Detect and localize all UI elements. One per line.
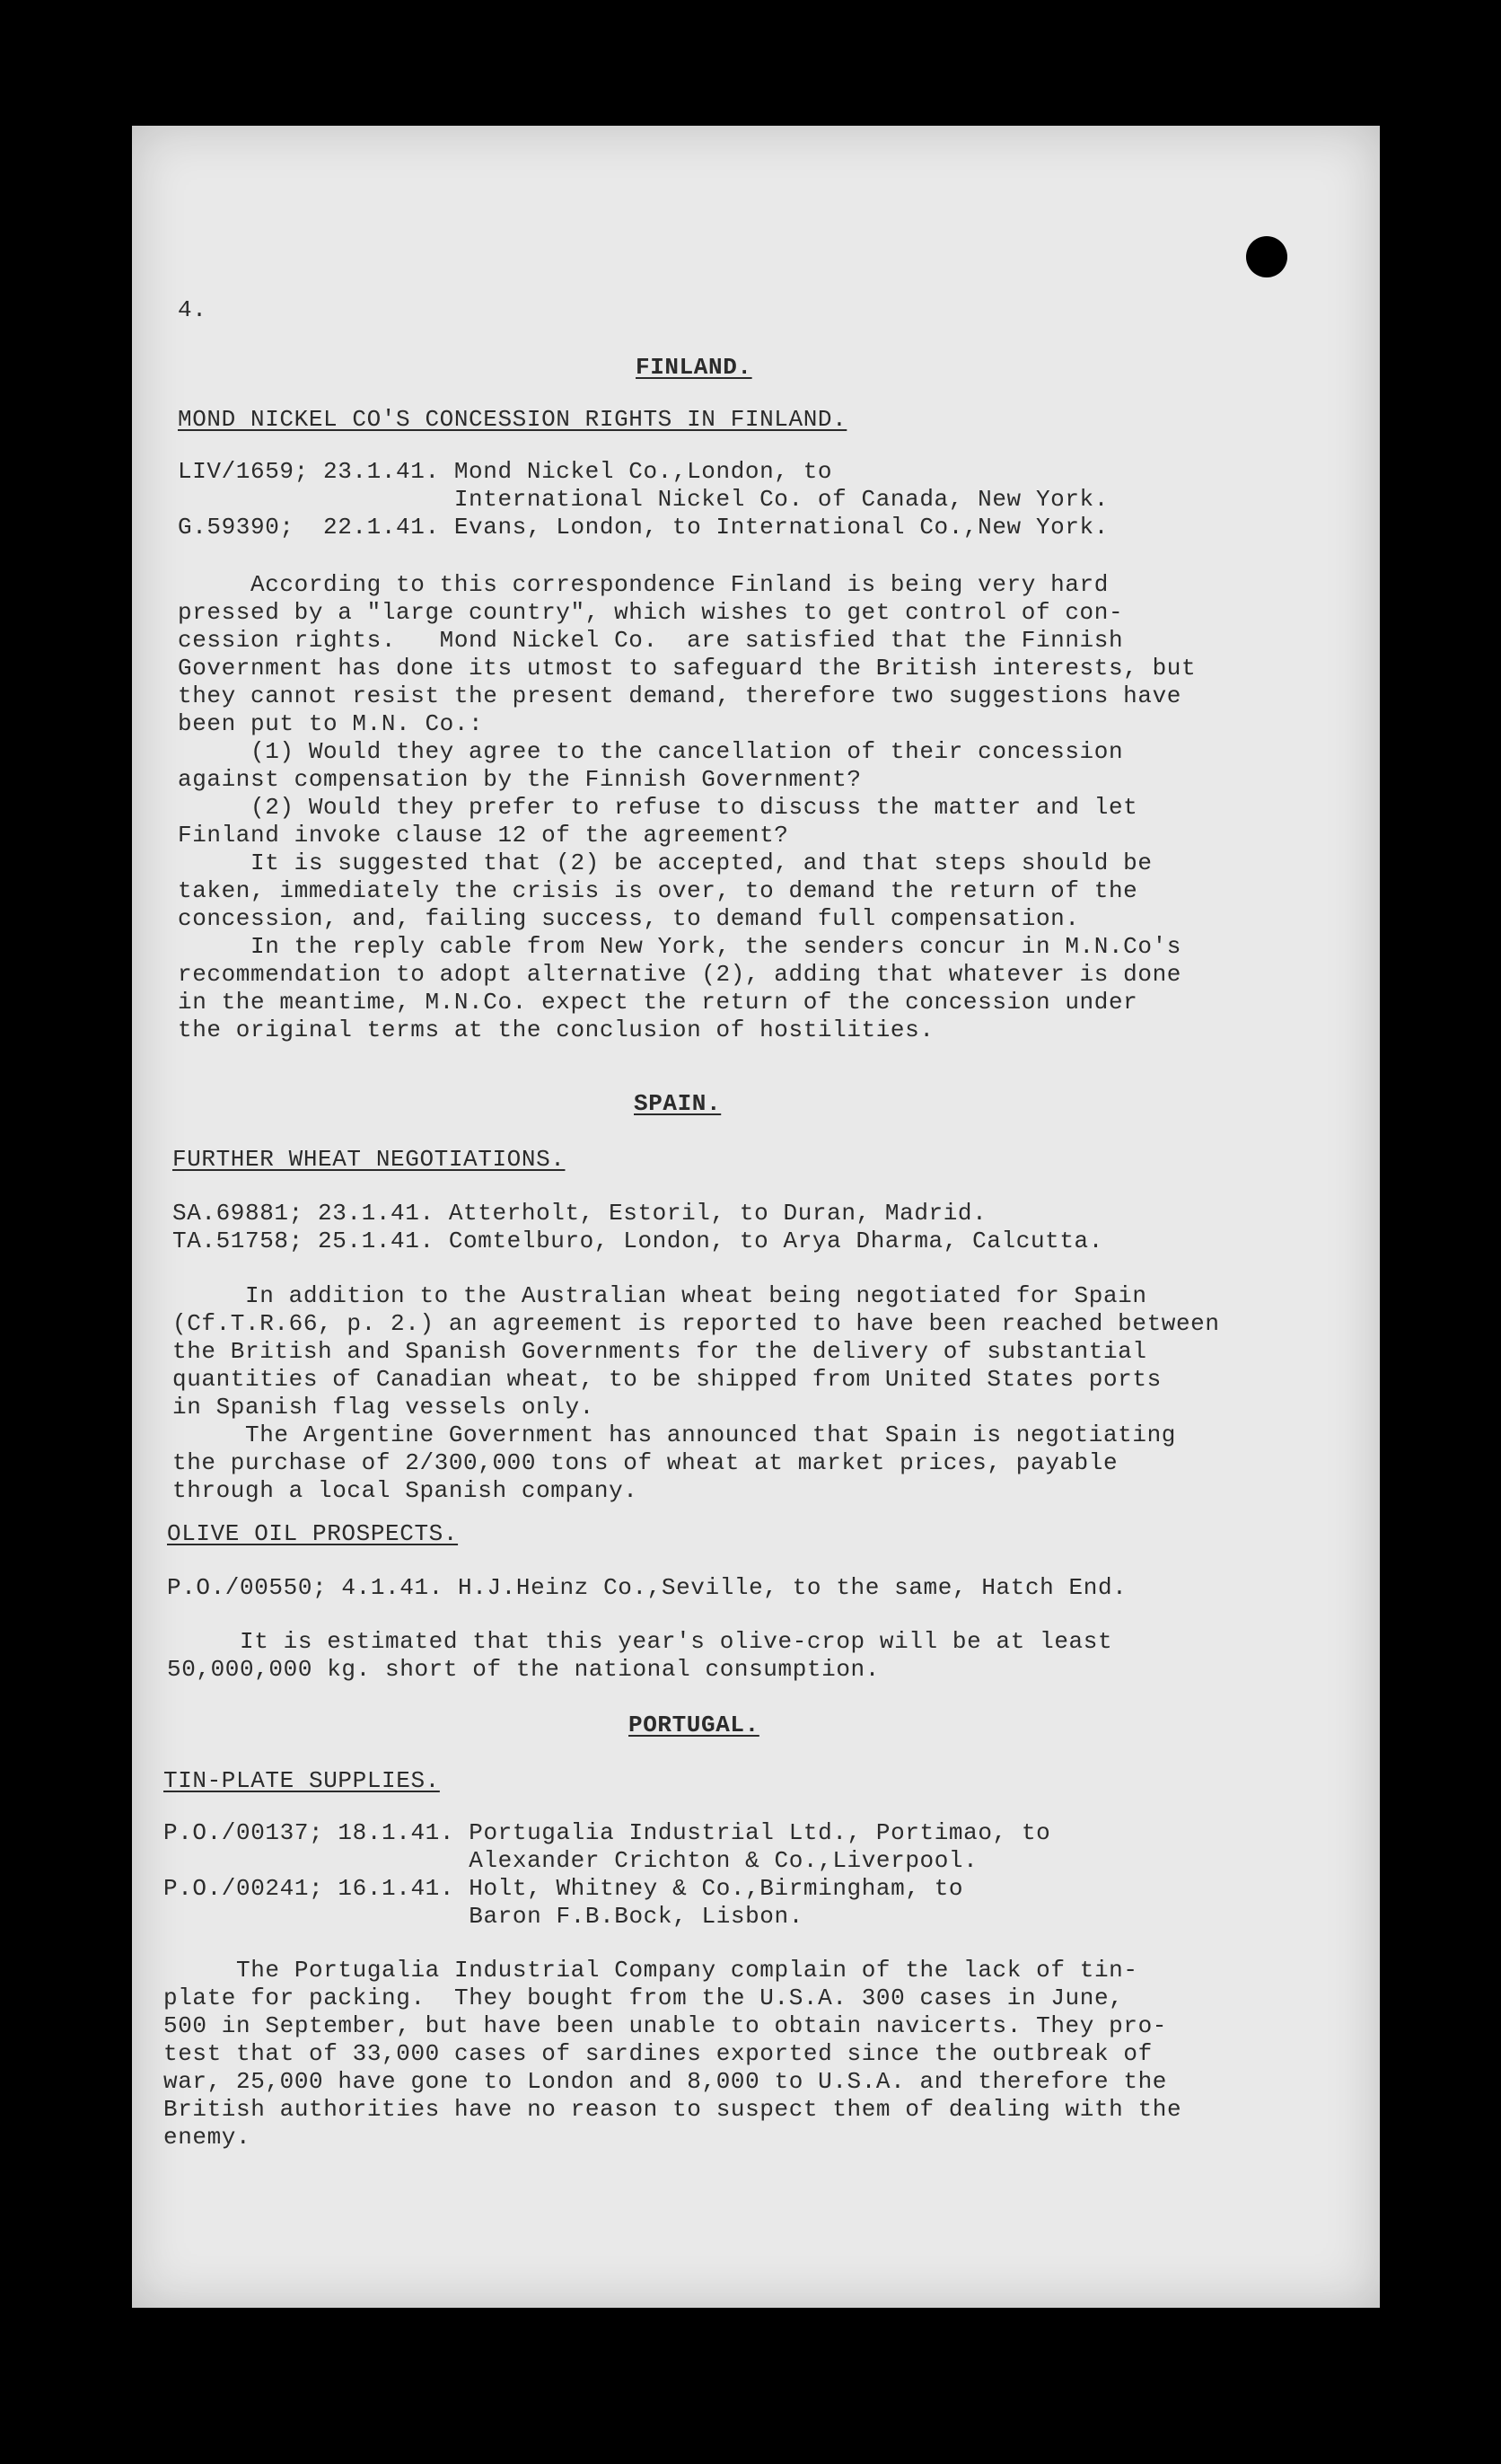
wheat-para-line: the purchase of 2/300,000 tons of wheat at market prices, payable — [172, 1449, 1119, 1476]
page-number: 4. — [178, 296, 207, 323]
wheat-para-line: In addition to the Australian wheat being negotiated for Spain — [172, 1282, 1147, 1309]
wheat-para-line: the British and Spanish Governments for the delivery of substantial — [172, 1338, 1147, 1365]
finland-para-line: It is suggested that (2) be accepted, and that steps should be — [178, 849, 1153, 876]
tinplate-ref-1: P.O./00137; 18.1.41. Portugalia Industrial Ltd., Portimao, to — [163, 1819, 1051, 1846]
wheat-para-line: through a local Spanish company. — [172, 1477, 638, 1504]
finland-para-line: pressed by a "large country", which wishes to get control of con- — [178, 599, 1124, 626]
tinplate-ref-2: Alexander Crichton & Co.,Liverpool. — [163, 1847, 979, 1874]
wheat-para-line: The Argentine Government has announced that Spain is negotiating — [172, 1421, 1176, 1448]
tinplate-para-line: British authorities have no reason to suspect them of dealing with the — [163, 2096, 1182, 2123]
finland-heading: FINLAND. — [636, 354, 752, 381]
olive-para-line: It is estimated that this year's olive-crop will be at least — [167, 1628, 1113, 1655]
finland-para-line: (2) Would they prefer to refuse to discuss the matter and let — [178, 794, 1138, 821]
finland-para-line: cession rights. Mond Nickel Co. are satisfied that the Finnish — [178, 627, 1124, 654]
finland-ref-3: G.59390; 22.1.41. Evans, London, to International Co.,New York. — [178, 514, 1109, 541]
punch-hole — [1246, 236, 1287, 277]
wheat-para-line: in Spanish flag vessels only. — [172, 1394, 594, 1421]
finland-para-line: been put to M.N. Co.: — [178, 710, 484, 737]
finland-para-line: they cannot resist the present demand, therefore two suggestions have — [178, 682, 1181, 709]
wheat-para-line: (Cf.T.R.66, p. 2.) an agreement is reported to have been reached between — [172, 1310, 1220, 1337]
olive-subheading: OLIVE OIL PROSPECTS. — [167, 1520, 459, 1547]
tinplate-para-line: enemy. — [163, 2124, 251, 2151]
finland-para-line: According to this correspondence Finland is being very hard — [178, 571, 1109, 598]
wheat-subheading: FURTHER WHEAT NEGOTIATIONS. — [172, 1146, 566, 1173]
spain-heading: SPAIN. — [634, 1090, 722, 1117]
tinplate-ref-3: P.O./00241; 16.1.41. Holt, Whitney & Co.,Birmingham, to — [163, 1875, 964, 1902]
finland-ref-1: LIV/1659; 23.1.41. Mond Nickel Co.,London, to — [178, 458, 833, 485]
wheat-ref-1: SA.69881; 23.1.41. Atterholt, Estoril, to Duran, Madrid. — [172, 1200, 988, 1227]
portugal-heading: PORTUGAL. — [628, 1712, 759, 1738]
finland-para-line: (1) Would they agree to the cancellation of their concession — [178, 738, 1124, 765]
wheat-para-line: quantities of Canadian wheat, to be shipped from United States ports — [172, 1366, 1162, 1393]
finland-subheading: MOND NICKEL CO'S CONCESSION RIGHTS IN FINLAND. — [178, 406, 847, 433]
tinplate-ref-4: Baron F.B.Bock, Lisbon. — [163, 1903, 803, 1930]
finland-para-line: the original terms at the conclusion of hostilities. — [178, 1016, 935, 1043]
olive-para-line: 50,000,000 kg. short of the national consumption. — [167, 1656, 880, 1683]
tinplate-para-line: The Portugalia Industrial Company complain of the lack of tin- — [163, 1957, 1138, 1984]
finland-ref-2: International Nickel Co. of Canada, New York. — [178, 486, 1109, 513]
tinplate-para-line: war, 25,000 have gone to London and 8,000 to U.S.A. and therefore the — [163, 2068, 1167, 2095]
olive-ref: P.O./00550; 4.1.41. H.J.Heinz Co.,Seville, to the same, Hatch End. — [167, 1574, 1128, 1601]
finland-para-line: Finland invoke clause 12 of the agreement? — [178, 822, 789, 849]
finland-para-line: In the reply cable from New York, the senders concur in M.N.Co's — [178, 933, 1181, 960]
finland-para-line: concession, and, failing success, to demand full compensation. — [178, 905, 1080, 932]
tinplate-para-line: 500 in September, but have been unable to obtain navicerts. They pro- — [163, 2012, 1167, 2039]
finland-para-line: recommendation to adopt alternative (2), adding that whatever is done — [178, 961, 1181, 988]
tinplate-subheading: TIN-PLATE SUPPLIES. — [163, 1767, 440, 1794]
finland-para-line: taken, immediately the crisis is over, to demand the return of the — [178, 877, 1138, 904]
finland-para-line: against compensation by the Finnish Government? — [178, 766, 862, 793]
finland-para-line: Government has done its utmost to safeguard the British interests, but — [178, 655, 1197, 682]
tinplate-para-line: plate for packing. They bought from the U.S.A. 300 cases in June, — [163, 1984, 1124, 2011]
wheat-ref-2: TA.51758; 25.1.41. Comtelburo, London, to Arya Dharma, Calcutta. — [172, 1228, 1103, 1254]
tinplate-para-line: test that of 33,000 cases of sardines exported since the outbreak of — [163, 2040, 1153, 2067]
finland-para-line: in the meantime, M.N.Co. expect the return of the concession under — [178, 989, 1138, 1016]
